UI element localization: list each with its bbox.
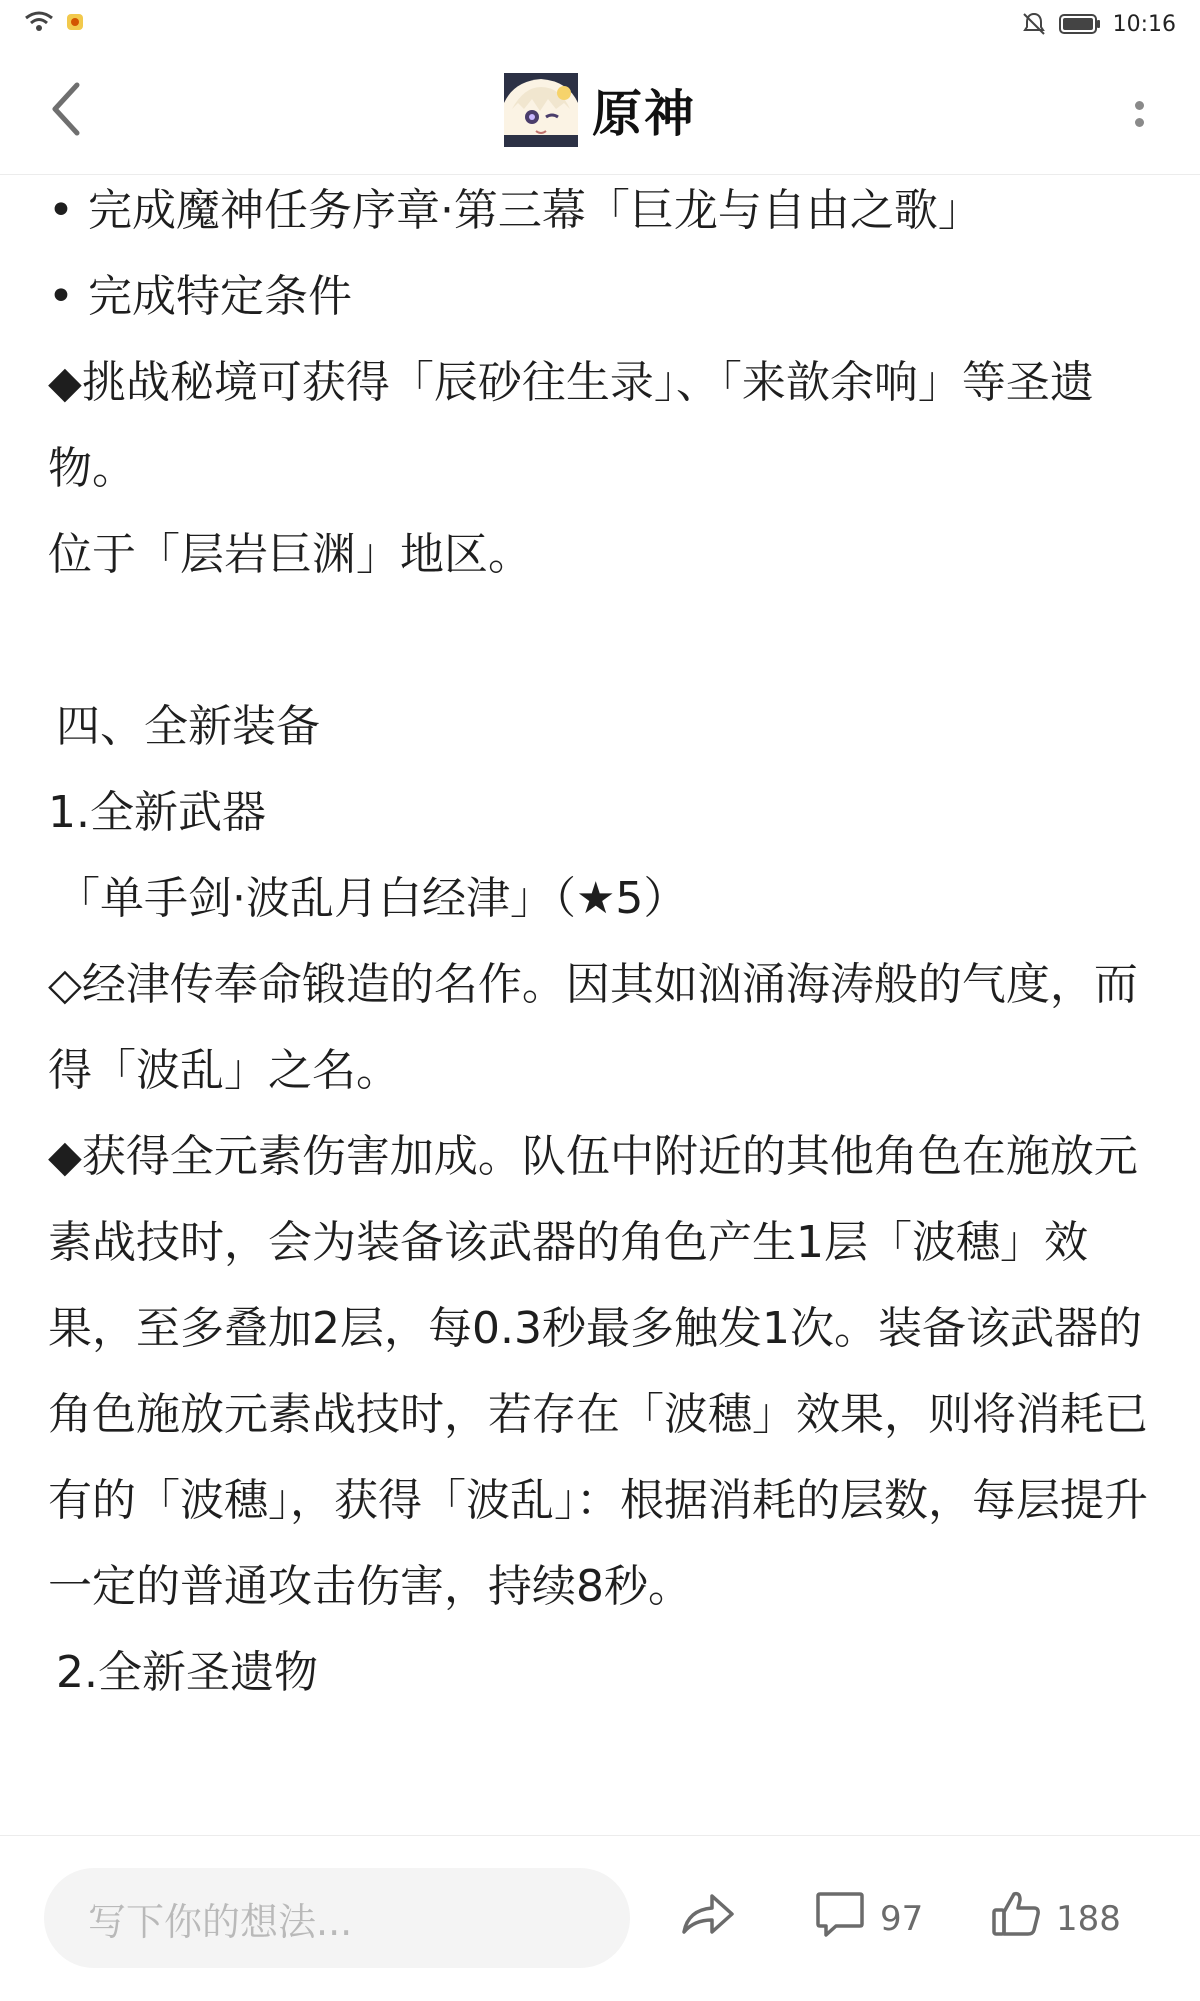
app-header [0, 48, 1200, 175]
subsection-heading: 2.全新圣遗物 [56, 1647, 318, 1698]
notification-app-icon [66, 12, 84, 37]
blank-line [48, 598, 1158, 684]
share-icon [680, 1888, 736, 1949]
subsection-heading: 1.全新武器 [48, 787, 266, 838]
more-vertical-icon-dot [1135, 101, 1144, 110]
comment-button[interactable] [814, 1888, 923, 1949]
clock-text: 10:16 [1112, 11, 1176, 37]
section-heading: 四、全新装备 [56, 701, 320, 752]
battery-icon [1059, 13, 1101, 35]
app-avatar[interactable] [504, 73, 578, 147]
more-options-button[interactable] [1114, 84, 1164, 144]
weapon-name: 「单手剑·波乱月白经津」（★5） [56, 873, 688, 924]
weapon-description: ◇经津传奉命锻造的名作。因其如汹涌海涛般的气度，而得「波乱」之名。 [48, 959, 1138, 1096]
status-bar [0, 0, 1200, 48]
like-count: 188 [1056, 1898, 1121, 1939]
article-content [48, 168, 1158, 1716]
article-line: • 完成魔神任务序章·第三幕「巨龙与自由之歌」 [48, 185, 982, 236]
article-line: • 完成特定条件 [48, 271, 352, 322]
comment-input[interactable]: 写下你的想法... [44, 1868, 630, 1968]
status-left [24, 10, 84, 38]
wifi-icon [24, 10, 54, 38]
like-button[interactable] [990, 1888, 1121, 1949]
comment-icon [814, 1888, 866, 1949]
mute-bell-icon [1021, 11, 1047, 37]
header-title-group [0, 70, 1200, 150]
page-title: 原神 [592, 85, 696, 143]
article-body [48, 140, 1158, 1832]
share-button[interactable] [680, 1888, 736, 1949]
comment-count: 97 [880, 1898, 924, 1939]
more-vertical-icon-dot [1135, 118, 1144, 127]
article-paragraph: ◆挑战秘境可获得「辰砂往生录」、「来歆余响」等圣遗物。 [48, 357, 1094, 494]
article-line: 位于「层岩巨渊」地区。 [48, 529, 532, 580]
weapon-effect: ◆获得全元素伤害加成。队伍中附近的其他角色在施放元素战技时，会为装备该武器的角色产生1层「波穗」效果，至多叠加2层，每0.3秒最多触发1次。装备该武器的角色施放元素战技时，若存在「波穗」效果，则将消耗已有的「波穗」，获得「波乱」：根据消耗的层数，每层提升一定的普通攻击伤害，持续8秒。 [48, 1131, 1148, 1612]
thumbs-up-icon [990, 1888, 1042, 1949]
bottom-action-bar [0, 1835, 1200, 2001]
status-right [1021, 11, 1176, 37]
